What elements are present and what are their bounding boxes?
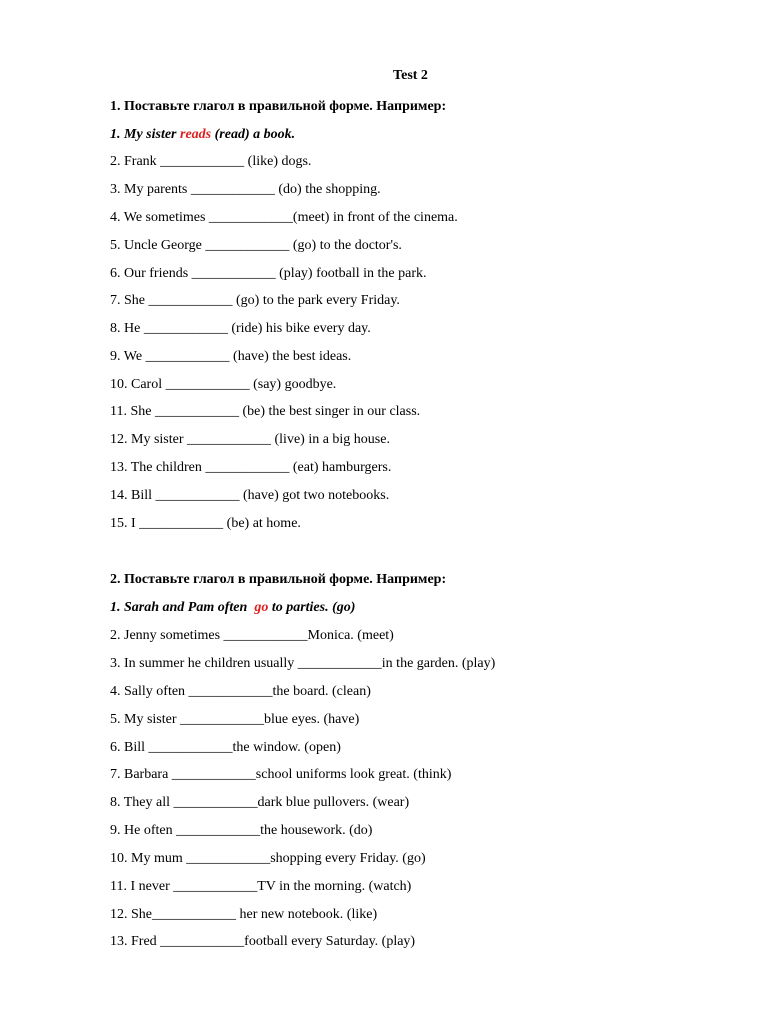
exercise-item: 2. Jenny sometimes ____________Monica. (meet) [110, 628, 394, 643]
exercise-item: 9. We ____________ (have) the best ideas. [110, 349, 352, 364]
exercise-item: 14. Bill ____________ (have) got two notebooks. [110, 488, 390, 503]
example-suffix: to parties. (go) [268, 600, 356, 615]
exercise-item: 2. Frank ____________ (like) dogs. [110, 154, 312, 169]
exercise-item: 8. He ____________ (ride) his bike every day. [110, 321, 371, 336]
section1-example [110, 125, 295, 145]
example-suffix: (read) a book. [211, 127, 296, 142]
exercise-item: 6. Bill ____________the window. (open) [110, 740, 341, 755]
section1-heading: 1. Поставьте глагол в правильной форме. Например: [110, 99, 447, 114]
exercise-item: 8. They all ____________dark blue pullovers. (wear) [110, 795, 410, 810]
exercise-item: 3. My parents ____________ (do) the shopping. [110, 182, 381, 197]
exercise-item: 6. Our friends ____________ (play) football in the park. [110, 266, 427, 281]
exercise-item: 13. The children ____________ (eat) hamburgers. [110, 460, 392, 475]
exercise-item: 4. Sally often ____________the board. (clean) [110, 684, 371, 699]
section2-heading: 2. Поставьте глагол в правильной форме. Например: [110, 572, 447, 587]
example-prefix: 1. My sister [110, 127, 180, 142]
exercise-item: 15. I ____________ (be) at home. [110, 516, 301, 531]
exercise-item: 5. Uncle George ____________ (go) to the doctor's. [110, 238, 402, 253]
example-answer: reads [180, 127, 212, 142]
exercise-item: 12. She____________ her new notebook. (like) [110, 907, 378, 922]
exercise-item: 10. My mum ____________shopping every Friday. (go) [110, 851, 426, 866]
exercise-item: 10. Carol ____________ (say) goodbye. [110, 377, 337, 392]
page-title: Test 2 [393, 68, 428, 83]
exercise-item: 11. I never ____________TV in the morning. (watch) [110, 879, 412, 894]
exercise-item: 4. We sometimes ____________(meet) in front of the cinema. [110, 210, 458, 225]
example-answer: go [254, 600, 269, 615]
exercise-item: 5. My sister ____________blue eyes. (have) [110, 712, 360, 727]
exercise-item: 7. She ____________ (go) to the park every Friday. [110, 293, 400, 308]
exercise-item: 12. My sister ____________ (live) in a big house. [110, 432, 390, 447]
exercise-item: 3. In summer he children usually ____________in the garden. (play) [110, 656, 496, 671]
exercise-item: 13. Fred ____________football every Saturday. (play) [110, 934, 416, 949]
exercise-item: 7. Barbara ____________school uniforms look great. (think) [110, 767, 452, 782]
exercise-item: 9. He often ____________the housework. (do) [110, 823, 373, 838]
exercise-item: 11. She ____________ (be) the best singer in our class. [110, 404, 421, 419]
example-prefix: 1. Sarah and Pam often [110, 600, 255, 615]
section2-example [110, 598, 355, 618]
